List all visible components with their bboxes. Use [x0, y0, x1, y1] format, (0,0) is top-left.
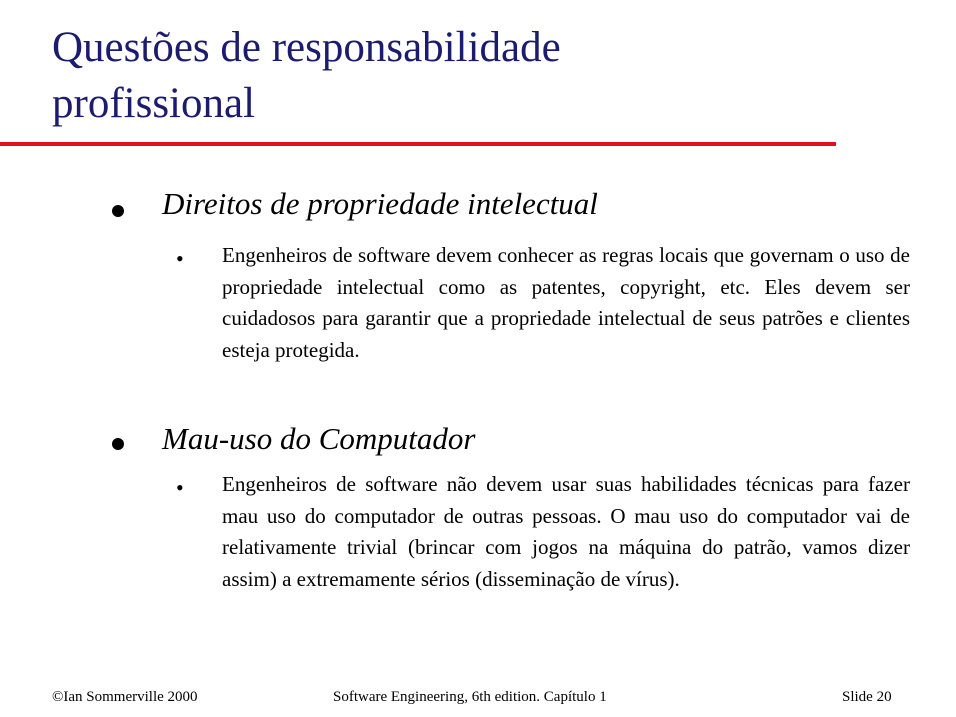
slide-title	[52, 20, 852, 132]
slide-title-line-2: profissional	[52, 80, 256, 127]
section-heading-intellectual-property: Direitos de propriedade intelectual	[162, 186, 598, 221]
sub-bullet-icon: •	[176, 246, 184, 271]
footer-slide-number: Slide 20	[842, 689, 892, 705]
sub-bullet-icon: •	[176, 475, 184, 500]
section-heading-computer-misuse: Mau-uso do Computador	[162, 421, 476, 456]
footer-copyright: ©Ian Sommerville 2000	[52, 689, 198, 705]
section-bullet-icon	[112, 438, 124, 450]
title-underline	[0, 142, 836, 146]
slide-title-line-1: Questões de responsabilidade	[52, 24, 561, 71]
section-bullet-icon	[112, 205, 124, 217]
footer-book-title: Software Engineering, 6th edition. Capítulo 1	[333, 689, 607, 705]
section-text-intellectual-property: Engenheiros de software devem conhecer as regras locais que governam o uso de propriedade intelectual como as patentes, copyright, etc. Eles devem ser cuidadosos para garantir que a propriedade intelectual de seus patrões e clientes esteja protegida.	[222, 243, 910, 362]
section-text-computer-misuse: Engenheiros de software não devem usar suas habilidades técnicas para fazer mau uso do computador de outras pessoas. O mau uso do computador vai de relativamente trivial (brincar com jogos na máquina do patrão, vamos dizer assim) a extremamente sérios (disseminação de vírus).	[222, 472, 910, 591]
